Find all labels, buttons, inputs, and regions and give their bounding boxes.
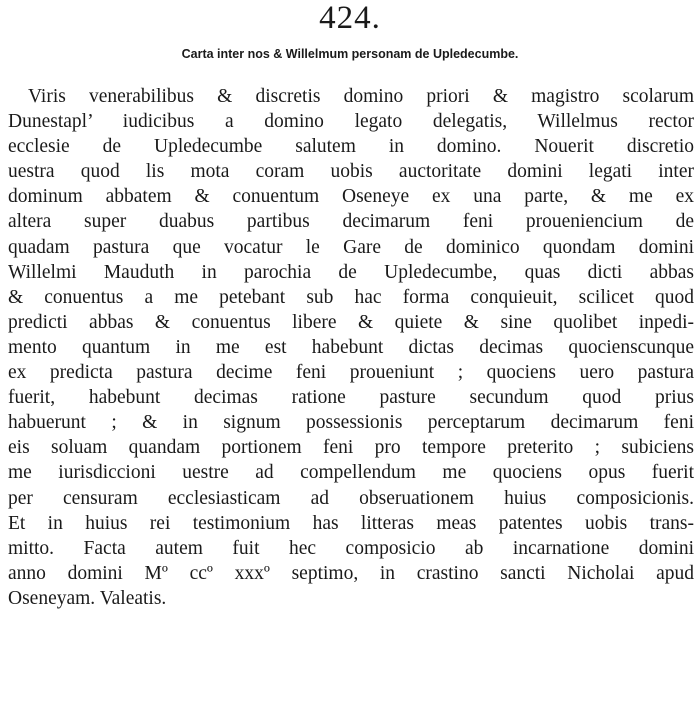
body-line: Willelmi Mauduth in parochia de Upledecumbe, quas dicti abbas	[8, 261, 694, 283]
body-line: habuerunt ; & in signum possessionis perceptarum decimarum feni	[8, 412, 694, 434]
body-line: mento quantum in me est habebunt dictas decimas quocienscunque	[8, 336, 694, 358]
body-line: anno domini Mº ccº xxxº septimo, in crastino sancti Nicholai apud	[8, 562, 694, 584]
body-line: ex predicta pastura decime feni proueniunt ; quociens uero pastura	[8, 362, 694, 384]
body-line: Oseneyam. Valeatis.	[8, 587, 167, 609]
body-line: ecclesie de Upledecumbe salutem in domino. Nouerit discretio	[8, 136, 694, 158]
body-line: quadam pastura que vocatur le Gare de dominico quondam domini	[8, 236, 694, 258]
body-line: altera super duabus partibus decimarum feni proueniencium de	[8, 211, 694, 233]
body-line: dominum abbatem & conuentum Oseneye ex una parte, & me ex	[8, 186, 694, 208]
body-line: fuerit, habebunt decimas ratione pasture secundum quod prius	[8, 387, 694, 409]
body-line: mitto. Facta autem fuit hec composicio ab incarnatione domini	[8, 537, 694, 559]
page-number: 424.	[319, 0, 381, 36]
body-line: predicti abbas & conuentus libere & quiete & sine quolibet inpedi-	[8, 311, 694, 333]
charter-body	[8, 84, 694, 611]
body-line: Viris venerabilibus & discretis domino priori & magistro scolarum	[28, 86, 694, 107]
body-line: uestra quod lis mota coram uobis auctoritate domini legati inter	[8, 161, 694, 183]
body-line: me iurisdiccioni uestre ad compellendum me quociens opus fuerit	[8, 462, 694, 484]
body-line: & conuentus a me petebant sub hac forma conquieuit, scilicet quod	[8, 286, 694, 308]
body-line: Et in huius rei testimonium has litteras meas patentes uobis trans-	[8, 512, 694, 534]
body-line: Dunestapl’ iudicibus a domino legato delegatis, Willelmus rector	[8, 111, 694, 133]
body-line: per censuram ecclesiasticam ad obseruationem huius composicionis.	[8, 487, 694, 509]
body-line: eis soluam quandam portionem feni pro tempore preterito ; subiciens	[8, 437, 694, 459]
charter-title: Carta inter nos & Willelmum personam de Upledecumbe.	[181, 47, 519, 61]
